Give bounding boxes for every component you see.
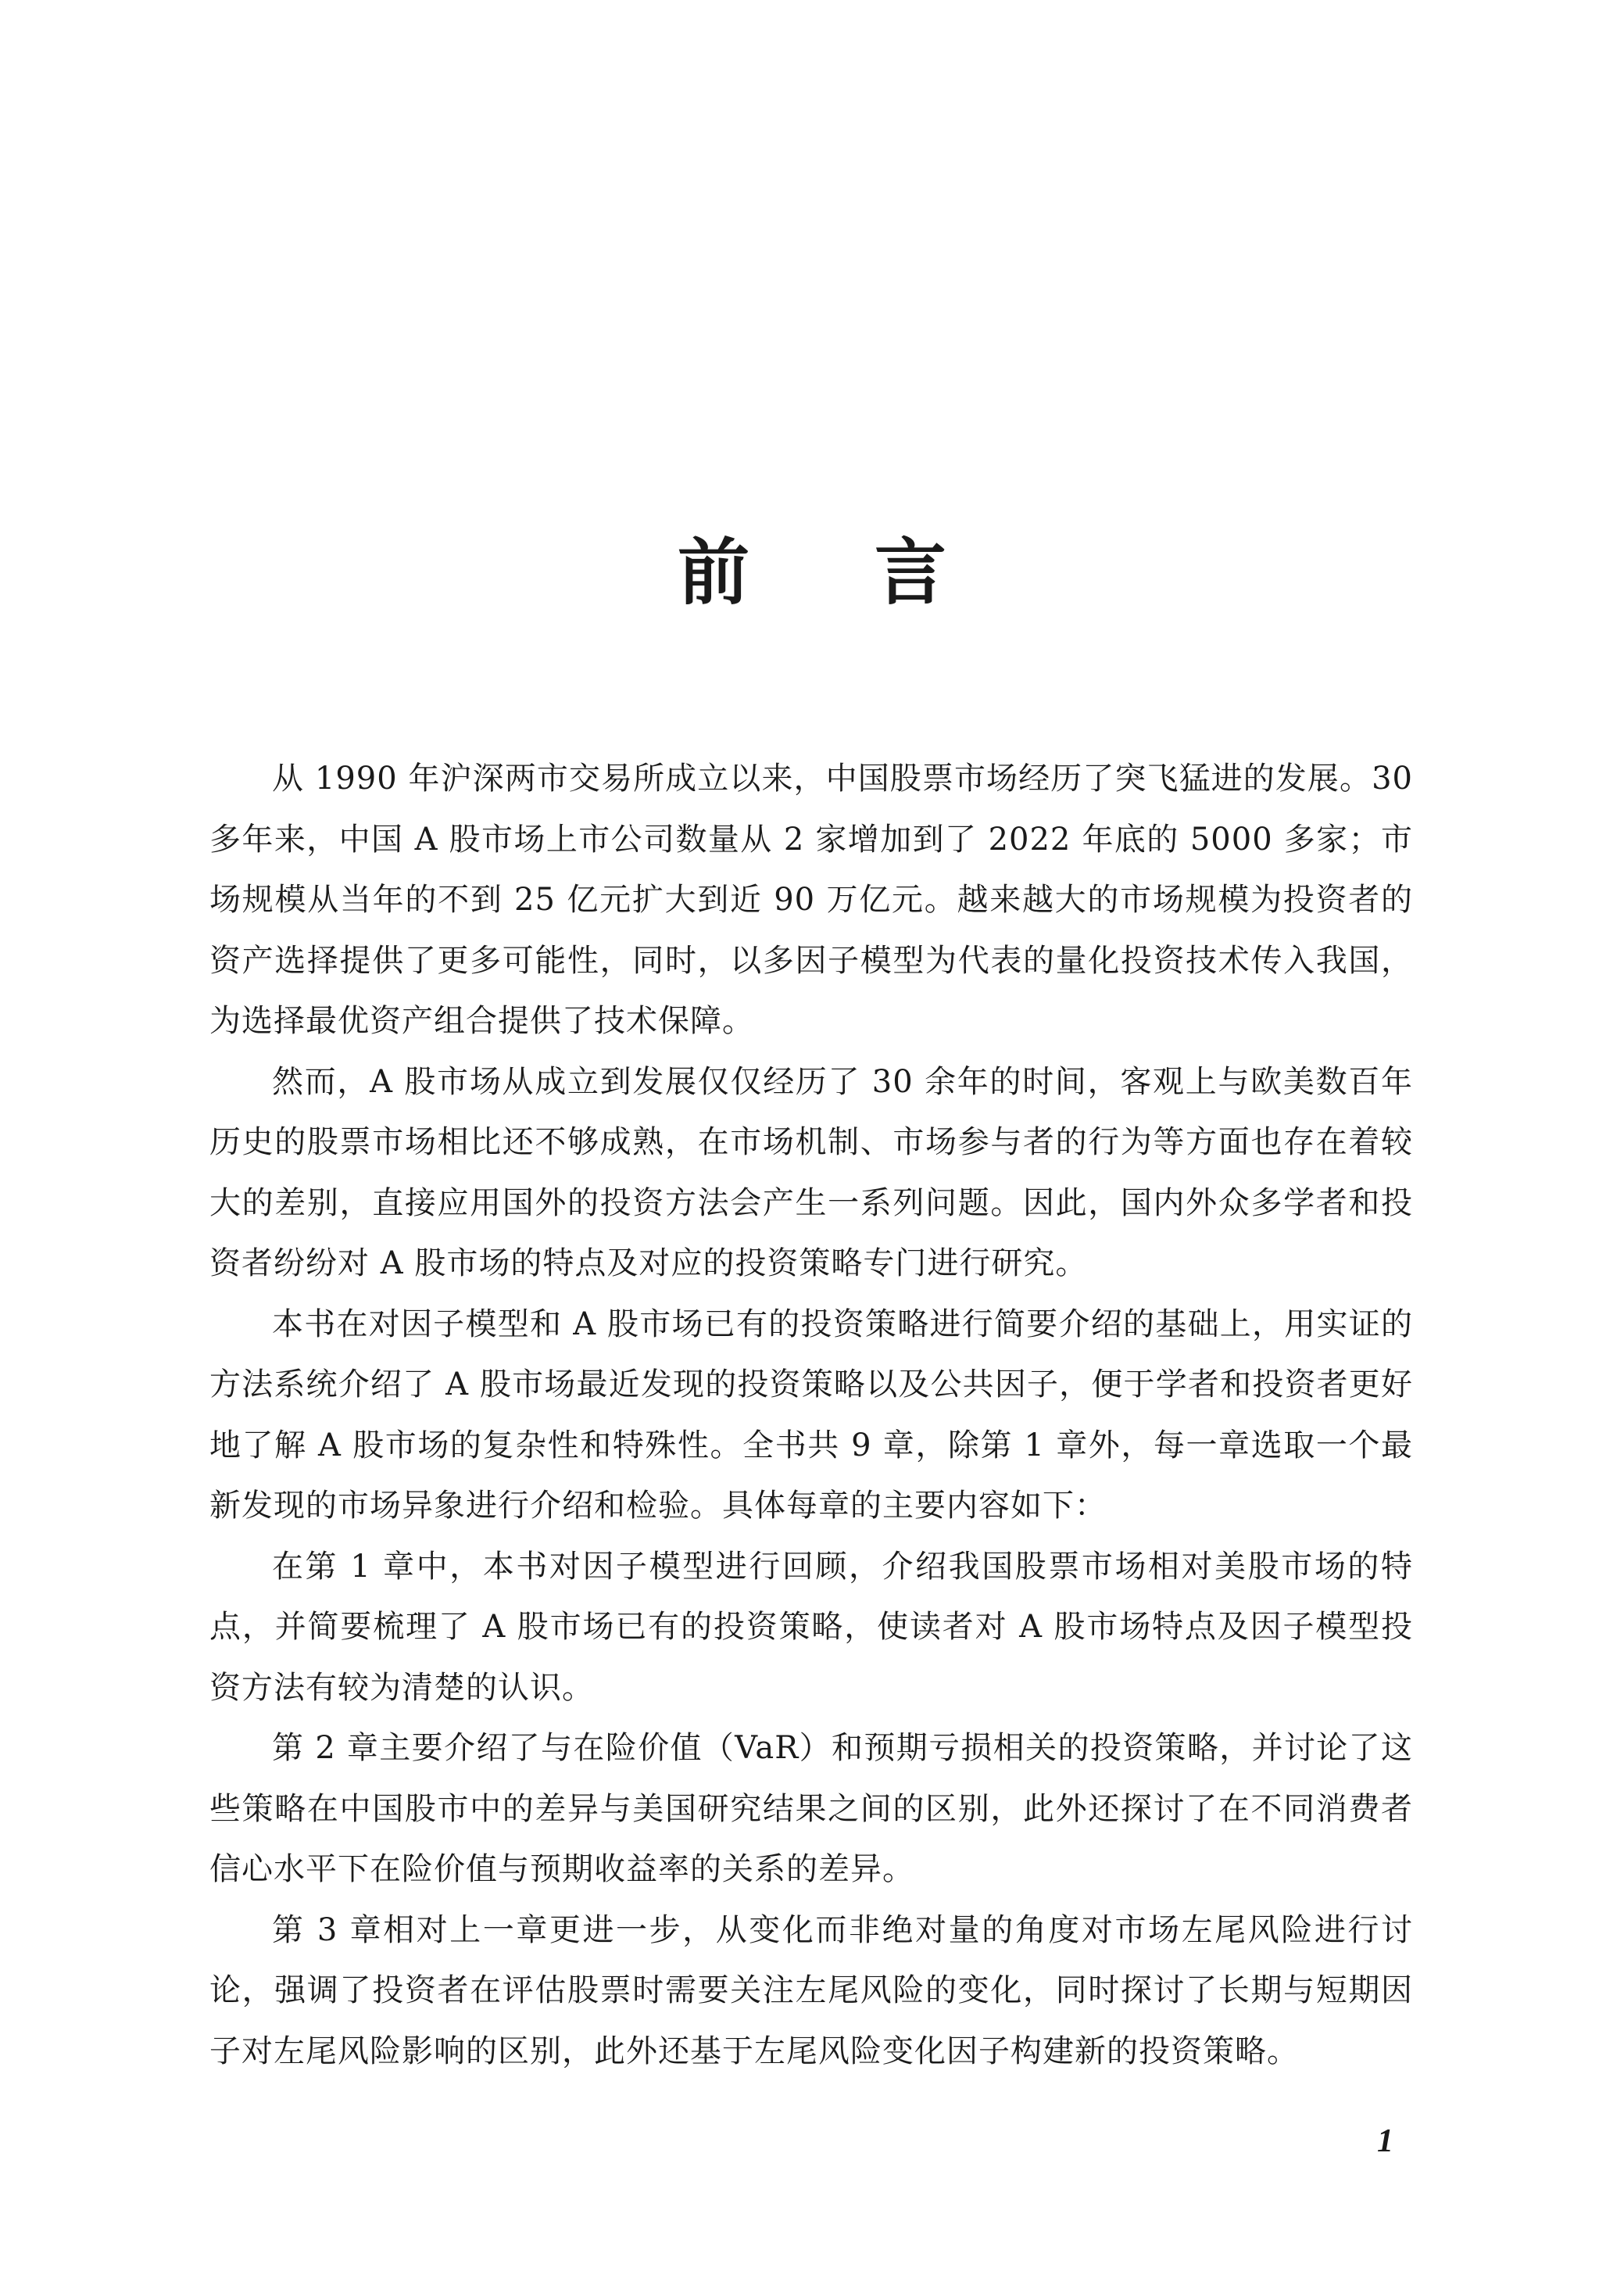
paragraph-4: 在第 1 章中，本书对因子模型进行回顾，介绍我国股票市场相对美股市场的特点，并简要梳理了 A 股市场已有的投资策略，使读者对 A 股市场特点及因子模型投资方法有较为清楚的认识。 (209, 1548, 1413, 1706)
paragraph-6: 第 3 章相对上一章更进一步，从变化而非绝对量的角度对市场左尾风险进行讨论，强调了投资者在评估股票时需要关注左尾风险的变化，同时探讨了长期与短期因子对左尾风险影响的区别，此外还基于左尾风险变化因子构建新的投资策略。 (209, 1911, 1413, 2069)
preface-body (209, 749, 1413, 2082)
paragraph-5: 第 2 章主要介绍了与在险价值（VaR）和预期亏损相关的投资策略，并讨论了这些策略在中国股市中的差异与美国研究结果之间的区别，此外还探讨了在不同消费者信心水平下在险价值与预期收益率的关系的差异。 (209, 1730, 1413, 1887)
page-number: 1 (1377, 2123, 1393, 2159)
paragraph-3: 本书在对因子模型和 A 股市场已有的投资策略进行简要介绍的基础上，用实证的方法系统介绍了 A 股市场最近发现的投资策略以及公共因子，便于学者和投资者更好地了解 A 股市场的复杂性和特殊性。全书共 9 章，除第 1 章外，每一章选取一个最新发现的市场异象进行介绍和检验。具体每章的主要内容如下： (209, 1306, 1413, 1524)
page-title: 前言 (677, 529, 1071, 614)
paragraph-1: 从 1990 年沪深两市交易所成立以来，中国股票市场经历了突飞猛进的发展。30 多年来，中国 A 股市场上市公司数量从 2 家增加到了 2022 年底的 5000 多家；市场规模从当年的不到 25 亿元扩大到近 90 万亿元。越来越大的市场规模为投资者的资产选择提供了更多可能性，同时，以多因子模型为代表的量化投资技术传入我国，为选择最优资产组合提供了技术保障。 (209, 761, 1413, 1039)
paragraph-2: 然而，A 股市场从成立到发展仅仅经历了 30 余年的时间，客观上与欧美数百年历史的股票市场相比还不够成熟，在市场机制、市场参与者的行为等方面也存在着较大的差别，直接应用国外的投资方法会产生一系列问题。因此，国内外众多学者和投资者纷纷对 A 股市场的特点及对应的投资策略专门进行研究。 (209, 1063, 1413, 1281)
